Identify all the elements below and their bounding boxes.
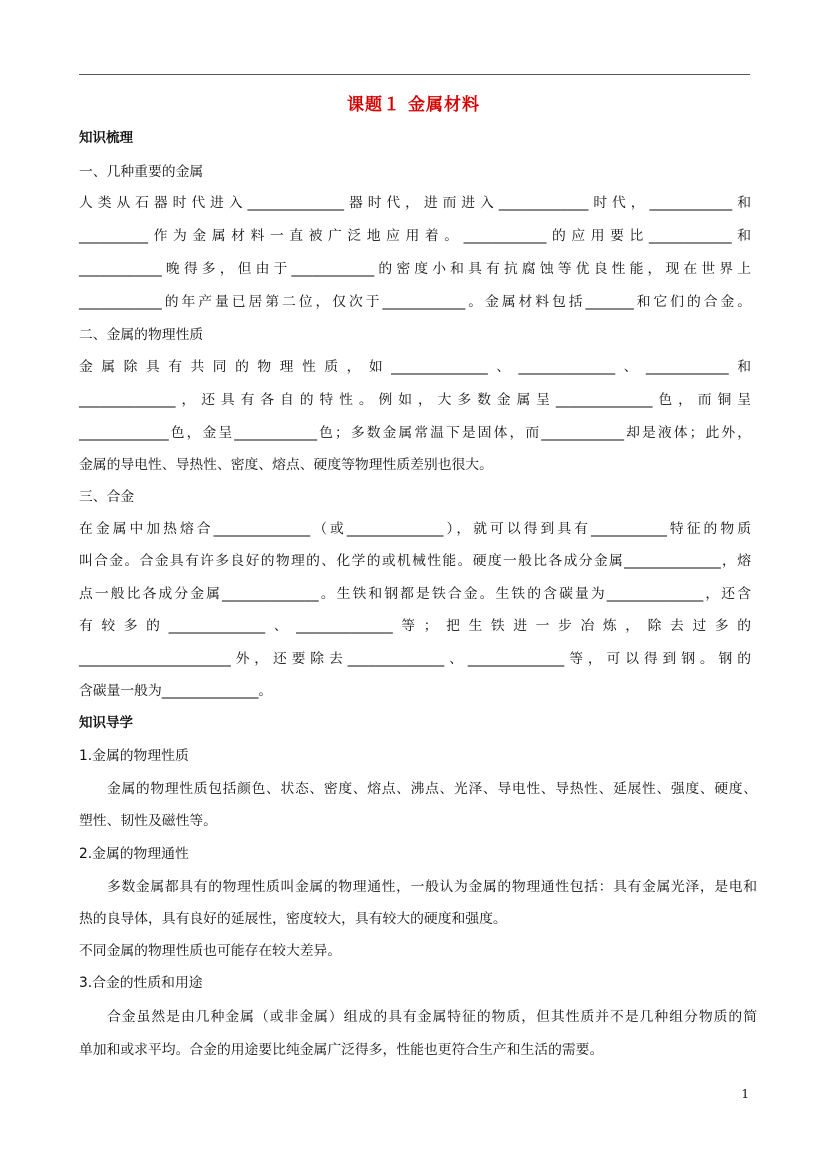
text-line: 金属除具有共同的物理性质，如______________、______________、____________和 xyxy=(79,359,751,375)
guide-heading-1: 1.金属的物理性质 xyxy=(79,748,189,764)
text-line: 有较多的______________、______________等；把生铁进一步冶炼，除去过多的 xyxy=(79,618,751,634)
text-line: __________作为金属材料一直被广泛地应用着。____________的应用要比____________和 xyxy=(79,228,751,244)
page-title: 课题１ 金属材料 xyxy=(347,95,480,115)
text-line: ______________，还具有各自的特性。例如，大多数金属呈______________色，而铜呈 xyxy=(79,392,751,408)
text-line: ______________________外，还要除去______________、______________等，可以得到钢。钢的 xyxy=(79,651,751,667)
text-line: _____________色，金呈____________色；多数金属常温下是固体，而____________却是液体；此外， xyxy=(79,425,751,441)
text-line: 多数金属都具有的物理性质叫金属的物理通性，一般认为金属的物理通性包括：具有金属光泽，是电和 xyxy=(107,879,757,895)
text-line: 不同金属的物理性质也可能存在较大差异。 xyxy=(79,943,342,959)
text-line: 单加和或求平均。合金的用途要比纯金属广泛得多，性能也更符合生产和生活的需要。 xyxy=(79,1042,604,1058)
page-number: 1 xyxy=(741,1087,749,1101)
text-line: 合金虽然是由几种金属（或非金属）组成的具有金属特征的物质，但其性质并不是几种组分物质的简 xyxy=(107,1009,757,1025)
part2-heading: 二、金属的物理性质 xyxy=(79,327,204,343)
text-line: 热的良导体，具有良好的延展性，密度较大，具有较大的硬度和强度。 xyxy=(79,911,507,927)
text-line: 金属的物理性质包括颜色、状态、密度、熔点、沸点、光泽、导电性、导热性、延展性、强度、硬度、 xyxy=(107,781,757,797)
header-rule xyxy=(79,74,750,75)
text-line: 塑性、韧性及磁性等。 xyxy=(79,813,217,829)
text-line: 含碳量一般为______________。 xyxy=(79,683,273,699)
text-line: 点一般比各成分金属______________。生铁和钢都是铁合金。生铁的含碳量为______________，还含 xyxy=(79,586,751,602)
text-line: 金属的导电性、导热性、密度、熔点、硬度等物理性质差别也很大。 xyxy=(79,457,493,473)
part3-heading: 三、合金 xyxy=(79,489,135,505)
text-line: 在金属中加热熔合______________（或______________），就可以得到具有___________特征的物质 xyxy=(79,521,751,537)
text-line: ____________晚得多，但由于____________的密度小和具有抗腐蚀等优良性能，现在世界上 xyxy=(79,261,751,277)
part1-heading: 一、几种重要的金属 xyxy=(79,164,204,180)
text-line: 叫合金。合金具有许多良好的物理的、化学的或机械性能。硬度一般比各成分金属______________，熔 xyxy=(79,553,751,569)
text-line: ____________的年产量已居第二位，仅次于____________。金属材料包括_______和它们的合金。 xyxy=(79,294,751,310)
section-heading-guide: 知识导学 xyxy=(79,715,133,731)
guide-heading-2: 2.金属的物理通性 xyxy=(79,846,189,862)
section-heading-review: 知识梳理 xyxy=(79,130,133,146)
guide-heading-3: 3.合金的性质和用途 xyxy=(79,975,203,991)
text-line: 人类从石器时代进入______________器时代，进而进入_____________时代，____________和 xyxy=(79,195,751,211)
